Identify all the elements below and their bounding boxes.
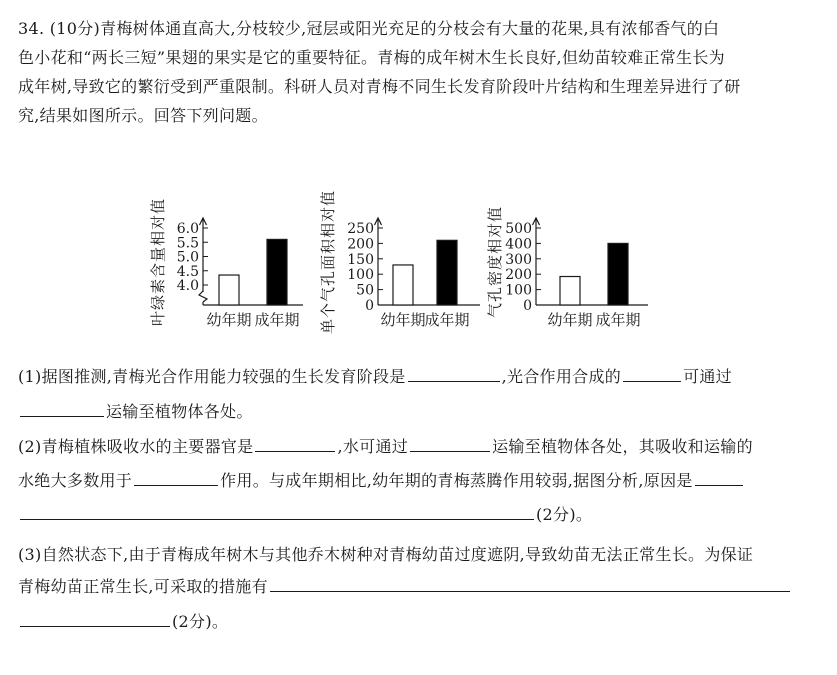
x-category-label: 幼年期 (206, 311, 252, 329)
y-tick-label: 6.0 (176, 221, 199, 237)
x-category-label: 幼年期 (380, 311, 426, 329)
bar-adult (437, 240, 457, 305)
sub3-text: (3)自然状态下,由于青梅成年树木与其他乔木树种对青梅幼苗过度遮阴,导致幼苗无法正常生长。为保证 (18, 545, 754, 564)
question-stem (18, 14, 818, 130)
y-tick-label: 5.0 (176, 249, 199, 266)
answer-blank[interactable] (134, 469, 218, 486)
y-tick-label: 4.0 (176, 278, 199, 294)
sub2-text: 水绝大多数用于 (18, 471, 133, 490)
answer-blank[interactable] (270, 575, 790, 592)
answer-blank[interactable] (20, 503, 534, 520)
sub2-text: ,水可通过 (337, 437, 409, 456)
y-tick-label: 4.5 (176, 263, 199, 280)
y-tick-label: 50 (356, 282, 374, 299)
stem-text: 青梅树体通直高大,分枝较少,冠层或阳光充足的分枝会有大量的花果,具有浓郁香气的白 (100, 19, 720, 38)
answer-blank[interactable] (410, 435, 490, 452)
x-category-label: 幼年期 (547, 311, 593, 329)
bar-adult (267, 239, 287, 305)
sub-question-2 (18, 432, 818, 529)
sub1-text: (1)据图推测,青梅光合作用能力较强的生长发育阶段是 (18, 367, 406, 386)
sub3-text: 青梅幼苗正常生长,可采取的措施有 (18, 577, 268, 596)
x-category-label: 成年期 (595, 311, 641, 329)
answer-blank[interactable] (623, 365, 681, 382)
sub2-text: (2分)。 (536, 505, 593, 524)
y-axis-label: 叶绿素含量相对值 (149, 197, 167, 327)
stem-line: 究,结果如图所示。回答下列问题。 (18, 106, 268, 125)
bar-juvenile (393, 265, 413, 305)
y-tick-label: 400 (505, 236, 532, 253)
chlorophyll-chart (145, 170, 310, 340)
y-tick-label: 100 (505, 282, 532, 299)
y-tick-label: 0 (365, 298, 374, 314)
sub1-text: 运输至植物体各处。 (106, 402, 253, 421)
stomata-area-chart (315, 170, 485, 340)
y-tick-label: 300 (505, 251, 532, 268)
answer-blank[interactable] (255, 435, 335, 452)
bar-adult (608, 243, 628, 305)
x-category-label: 成年期 (424, 311, 470, 329)
y-tick-label: 0 (523, 298, 532, 314)
sub3-text: (2分)。 (172, 612, 229, 631)
stem-line: 成年树,导致它的繁衍受到严重限制。科研人员对青梅不同生长发育阶段叶片结构和生理差异进行了研 (18, 77, 741, 96)
sub2-text: 运输至植物体各处，其吸收和运输的 (492, 437, 753, 456)
answer-blank[interactable] (20, 610, 170, 627)
answer-blank[interactable] (20, 400, 104, 417)
answer-blank[interactable] (408, 365, 500, 382)
y-axis-label: 单个气孔面积相对值 (319, 189, 337, 335)
x-category-label: 成年期 (254, 311, 300, 329)
sub1-text: ,光合作用合成的 (501, 367, 622, 386)
y-tick-label: 200 (347, 236, 374, 253)
answer-blank[interactable] (695, 469, 743, 486)
sub1-text: 可通过 (683, 367, 732, 386)
y-tick-label: 100 (347, 267, 374, 284)
sub-question-1 (18, 362, 818, 426)
bar-juvenile (219, 275, 239, 305)
bar-juvenile (560, 277, 580, 305)
stomata-density-chart (482, 170, 657, 340)
stem-line: 色小花和“两长三短”果翅的果实是它的重要特征。青梅的成年树木生长良好,但幼苗较难正常生长为 (18, 48, 725, 67)
y-tick-label: 200 (505, 267, 532, 284)
y-tick-label: 150 (347, 251, 374, 268)
y-tick-label: 250 (347, 221, 374, 237)
stem-line (18, 14, 818, 43)
sub2-text: (2)青梅植株吸收水的主要器官是 (18, 437, 254, 456)
y-tick-label: 500 (505, 221, 532, 237)
y-axis-label: 气孔密度相对值 (486, 205, 504, 319)
sub-question-3 (18, 540, 818, 636)
question-number: 34. (10分) (18, 19, 101, 38)
sub2-text: 作用。与成年期相比,幼年期的青梅蒸腾作用较弱,据图分析,原因是 (220, 471, 693, 490)
y-tick-label: 5.5 (176, 235, 199, 252)
